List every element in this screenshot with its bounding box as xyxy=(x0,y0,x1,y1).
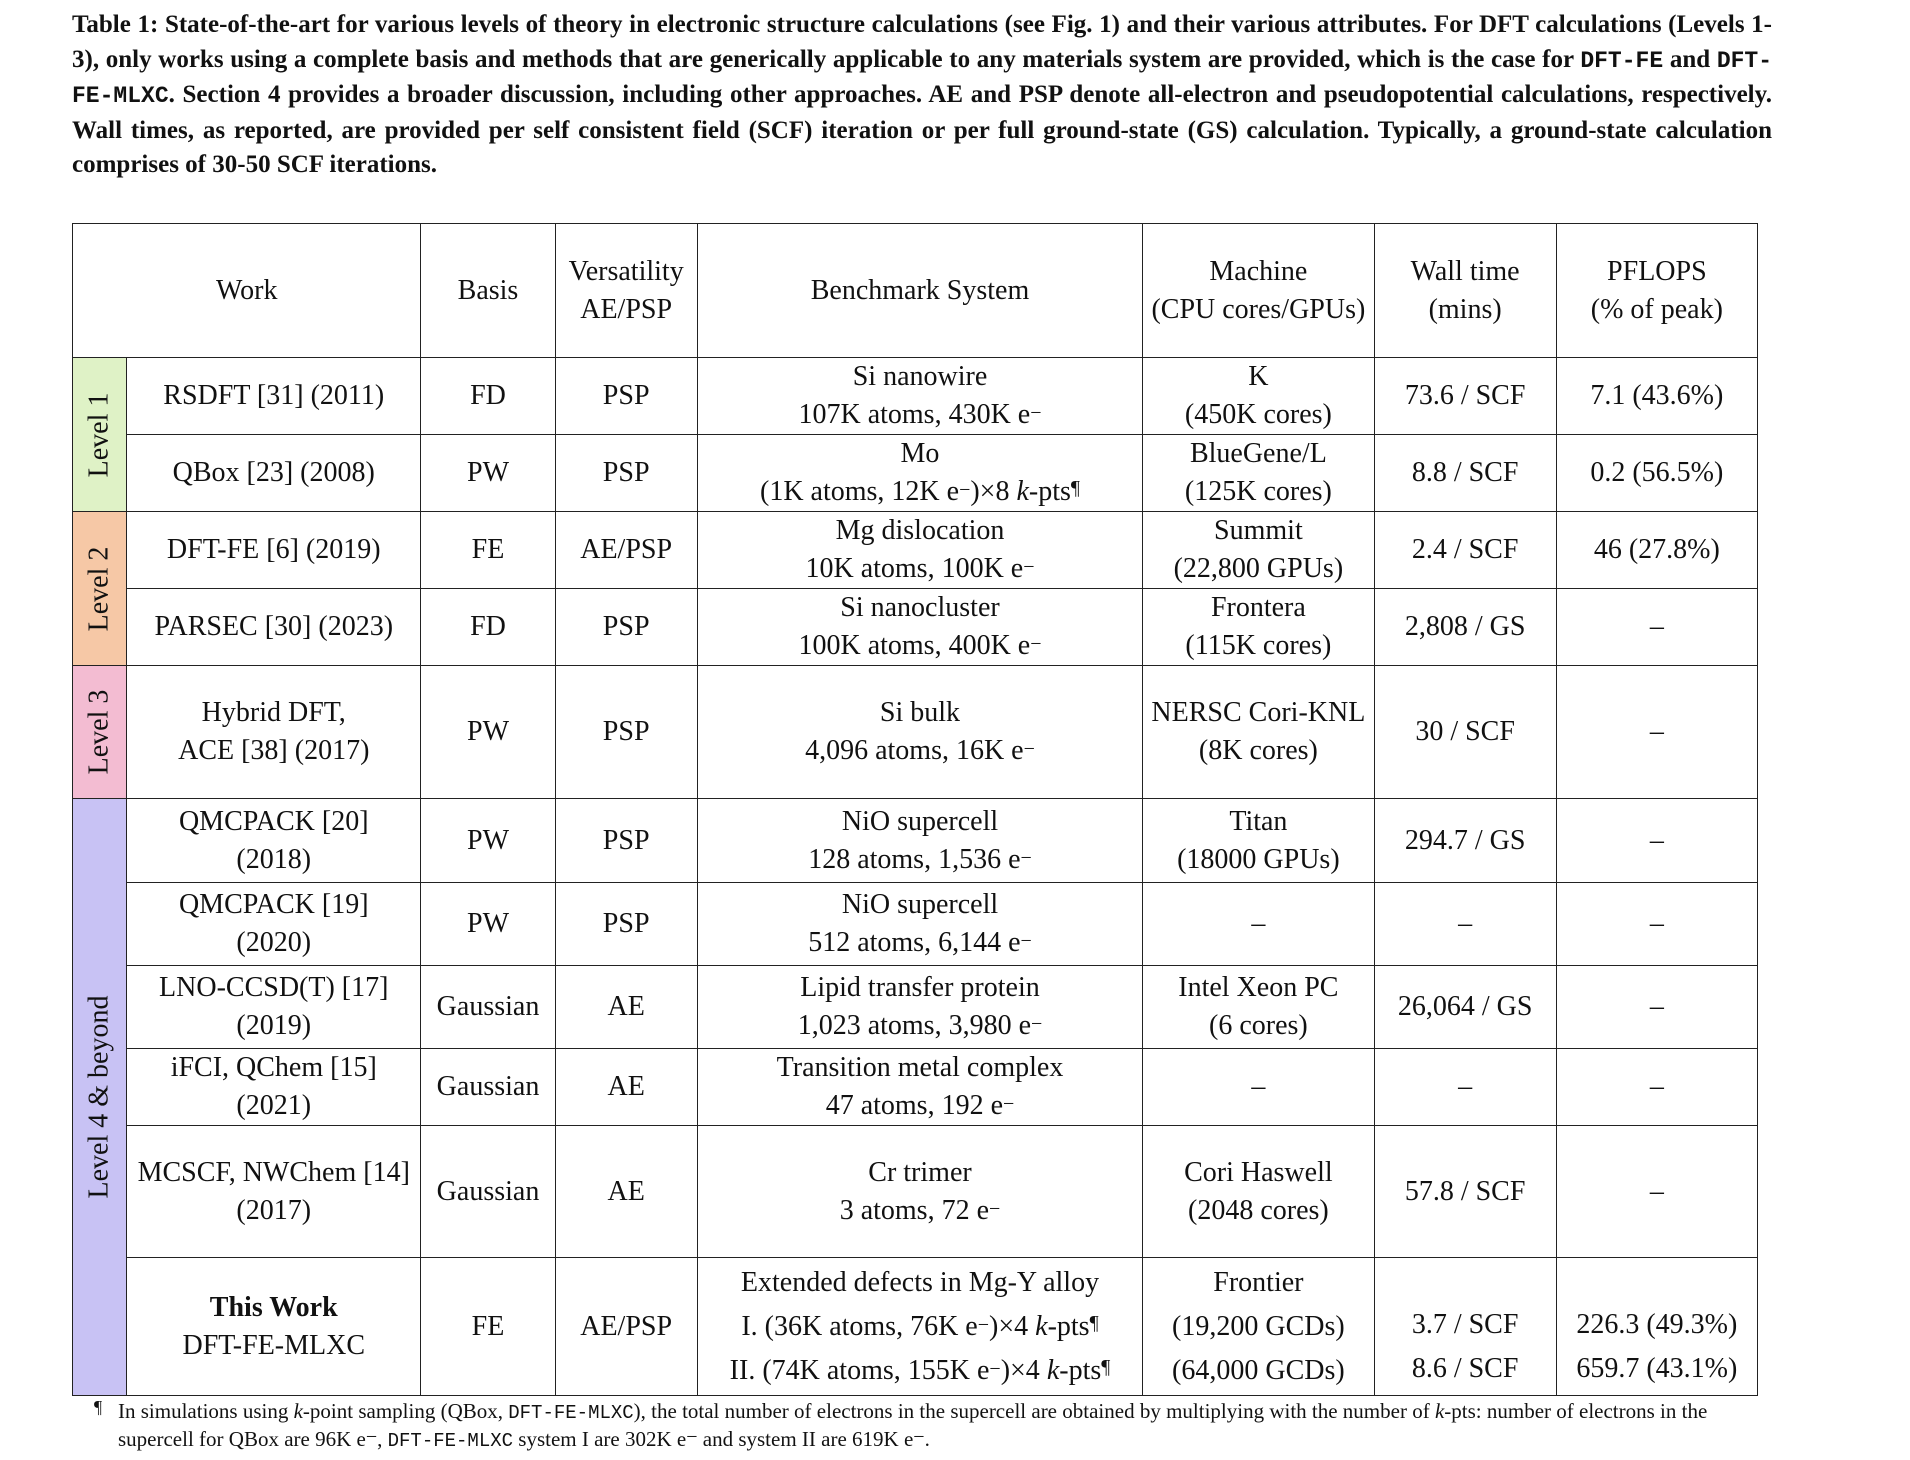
level-2-band xyxy=(73,512,127,666)
table-row xyxy=(73,799,1758,883)
pflops-cell: – xyxy=(1556,589,1757,666)
versatility-cell: PSP xyxy=(555,589,697,666)
machine-cell: Frontier (19,200 GCDs) (64,000 GCDs) xyxy=(1143,1258,1374,1396)
level-3-label: Level 3 xyxy=(83,689,115,775)
level-4-band xyxy=(73,799,127,1396)
work-cell: Hybrid DFT, ACE [38] (2017) xyxy=(127,666,421,799)
basis-cell: PW xyxy=(421,883,555,966)
basis-cell: Gaussian xyxy=(421,1049,555,1126)
versatility-cell: PSP xyxy=(555,799,697,883)
header-versatility: Versatility AE/PSP xyxy=(555,224,697,358)
table-row-this-work xyxy=(73,1258,1758,1396)
wall-time-cell: 26,064 / GS xyxy=(1374,966,1556,1049)
benchmark-cell: Mo (1K atoms, 12K e−)×8 k-pts¶ xyxy=(697,435,1143,512)
versatility-cell: AE xyxy=(555,1049,697,1126)
versatility-cell: AE/PSP xyxy=(555,512,697,589)
pflops-cell: – xyxy=(1556,966,1757,1049)
table-row xyxy=(73,666,1758,799)
caption-label: Table 1: xyxy=(72,11,159,38)
wall-time-cell: 57.8 / SCF xyxy=(1374,1126,1556,1258)
wall-time-cell: 294.7 / GS xyxy=(1374,799,1556,883)
pflops-cell: 226.3 (49.3%) 659.7 (43.1%) xyxy=(1556,1258,1757,1396)
caption-and: and xyxy=(1669,45,1711,73)
benchmark-cell: Transition metal complex 47 atoms, 192 e− xyxy=(697,1049,1143,1126)
pflops-cell: – xyxy=(1556,799,1757,883)
wall-time-cell: 30 / SCF xyxy=(1374,666,1556,799)
wall-time-cell: 73.6 / SCF xyxy=(1374,358,1556,435)
state-of-the-art-table xyxy=(72,223,1758,1396)
work-cell: MCSCF, NWChem [14] (2017) xyxy=(127,1126,421,1258)
level-3-band xyxy=(73,666,127,799)
table-row xyxy=(73,512,1758,589)
versatility-cell: PSP xyxy=(555,883,697,966)
versatility-cell: AE xyxy=(555,1126,697,1258)
work-cell: This Work DFT-FE-MLXC xyxy=(127,1258,421,1396)
level-1-band xyxy=(73,358,127,512)
table-row xyxy=(73,966,1758,1049)
pflops-cell: 46 (27.8%) xyxy=(1556,512,1757,589)
work-cell: iFCI, QChem [15] (2021) xyxy=(127,1049,421,1126)
table-footnote: ¶ In simulations using k-point sampling (QBox, DFT-FE-MLXC), the total number of electrons in the supercell are obtained by multiplying with the number of k-pts: number of electrons in the supercell for QBox are 96K e−, DFT-FE-MLXC system I are 302K e− and system II are 619K e−. xyxy=(96,1398,1776,1454)
table-row xyxy=(73,589,1758,666)
machine-cell: Intel Xeon PC (6 cores) xyxy=(1143,966,1374,1049)
header-machine: Machine (CPU cores/GPUs) xyxy=(1143,224,1374,358)
benchmark-cell: Mg dislocation 10K atoms, 100K e− xyxy=(697,512,1143,589)
pflops-cell: 0.2 (56.5%) xyxy=(1556,435,1757,512)
versatility-cell: PSP xyxy=(555,666,697,799)
benchmark-cell: Cr trimer 3 atoms, 72 e− xyxy=(697,1126,1143,1258)
wall-time-cell: – xyxy=(1374,1049,1556,1126)
machine-cell: Frontera (115K cores) xyxy=(1143,589,1374,666)
basis-cell: PW xyxy=(421,799,555,883)
caption-code-1: DFT-FE xyxy=(1580,47,1664,74)
work-cell: QMCPACK [20] (2018) xyxy=(127,799,421,883)
header-wall-time: Wall time (mins) xyxy=(1374,224,1556,358)
benchmark-cell: NiO supercell 512 atoms, 6,144 e− xyxy=(697,883,1143,966)
benchmark-cell: Lipid transfer protein 1,023 atoms, 3,980 e− xyxy=(697,966,1143,1049)
basis-cell: FD xyxy=(421,358,555,435)
level-1-label: Level 1 xyxy=(83,392,115,477)
basis-cell: FD xyxy=(421,589,555,666)
machine-cell: K (450K cores) xyxy=(1143,358,1374,435)
work-cell: RSDFT [31] (2011) xyxy=(127,358,421,435)
footnote-mark: ¶ xyxy=(94,1397,103,1417)
basis-cell: Gaussian xyxy=(421,966,555,1049)
versatility-cell: PSP xyxy=(555,435,697,512)
basis-cell: FE xyxy=(421,1258,555,1396)
pflops-cell: – xyxy=(1556,1049,1757,1126)
table-row xyxy=(73,1126,1758,1258)
work-cell: QBox [23] (2008) xyxy=(127,435,421,512)
basis-cell: PW xyxy=(421,666,555,799)
machine-cell: Summit (22,800 GPUs) xyxy=(1143,512,1374,589)
benchmark-cell: Si bulk 4,096 atoms, 16K e− xyxy=(697,666,1143,799)
header-basis: Basis xyxy=(421,224,555,358)
work-cell: LNO-CCSD(T) [17] (2019) xyxy=(127,966,421,1049)
benchmark-cell: Extended defects in Mg-Y alloy I. (36K atoms, 76K e−)×4 k-pts¶ II. (74K atoms, 155K e−)×4 k-pts¶ xyxy=(697,1258,1143,1396)
caption-text-1: State-of-the-art for various levels of theory in electronic structure calculations (see Fig. 1) and their various attributes. For DFT calculations (Levels 1-3), only works using a complete basis and methods that are generically applicable to any materials system are provided, which is the case for xyxy=(72,11,1773,73)
header-benchmark: Benchmark System xyxy=(697,224,1143,358)
machine-cell: Cori Haswell (2048 cores) xyxy=(1143,1126,1374,1258)
machine-cell: Titan (18000 GPUs) xyxy=(1143,799,1374,883)
versatility-cell: AE xyxy=(555,966,697,1049)
table-caption xyxy=(72,8,1772,183)
work-cell: PARSEC [30] (2023) xyxy=(127,589,421,666)
machine-cell: – xyxy=(1143,1049,1374,1126)
work-cell: QMCPACK [19] (2020) xyxy=(127,883,421,966)
pflops-cell: – xyxy=(1556,883,1757,966)
pflops-cell: – xyxy=(1556,1126,1757,1258)
header-work: Work xyxy=(73,224,421,358)
work-cell: DFT-FE [6] (2019) xyxy=(127,512,421,589)
table-row xyxy=(73,358,1758,435)
wall-time-cell: – xyxy=(1374,883,1556,966)
benchmark-cell: NiO supercell 128 atoms, 1,536 e− xyxy=(697,799,1143,883)
basis-cell: PW xyxy=(421,435,555,512)
header-pflops: PFLOPS (% of peak) xyxy=(1556,224,1757,358)
table-row xyxy=(73,1049,1758,1126)
level-2-label: Level 2 xyxy=(83,546,115,631)
wall-time-cell: 8.8 / SCF xyxy=(1374,435,1556,512)
basis-cell: Gaussian xyxy=(421,1126,555,1258)
machine-cell: – xyxy=(1143,883,1374,966)
wall-time-cell: 3.7 / SCF 8.6 / SCF xyxy=(1374,1258,1556,1396)
pflops-cell: 7.1 (43.6%) xyxy=(1556,358,1757,435)
table-row xyxy=(73,435,1758,512)
benchmark-cell: Si nanowire 107K atoms, 430K e− xyxy=(697,358,1143,435)
versatility-cell: AE/PSP xyxy=(555,1258,697,1396)
table-row xyxy=(73,883,1758,966)
caption-code-2: DFT-FE-MLXC xyxy=(72,47,1773,109)
basis-cell: FE xyxy=(421,512,555,589)
machine-cell: BlueGene/L (125K cores) xyxy=(1143,435,1374,512)
wall-time-cell: 2.4 / SCF xyxy=(1374,512,1556,589)
caption-text-2: . Section 4 provides a broader discussion, including other approaches. AE and PSP denote all-electron and pseudopotential calculations, respectively. Wall times, as reported, are provided per self consistent field (SCF) iteration or per full ground-state (GS) calculation. Typically, a ground-state calculation comprises of 30-50 SCF iterations. xyxy=(72,81,1772,178)
benchmark-cell: Si nanocluster 100K atoms, 400K e− xyxy=(697,589,1143,666)
versatility-cell: PSP xyxy=(555,358,697,435)
table-header-row xyxy=(73,224,1758,358)
pflops-cell: – xyxy=(1556,666,1757,799)
machine-cell: NERSC Cori-KNL (8K cores) xyxy=(1143,666,1374,799)
level-4-label: Level 4 & beyond xyxy=(83,995,115,1199)
wall-time-cell: 2,808 / GS xyxy=(1374,589,1556,666)
